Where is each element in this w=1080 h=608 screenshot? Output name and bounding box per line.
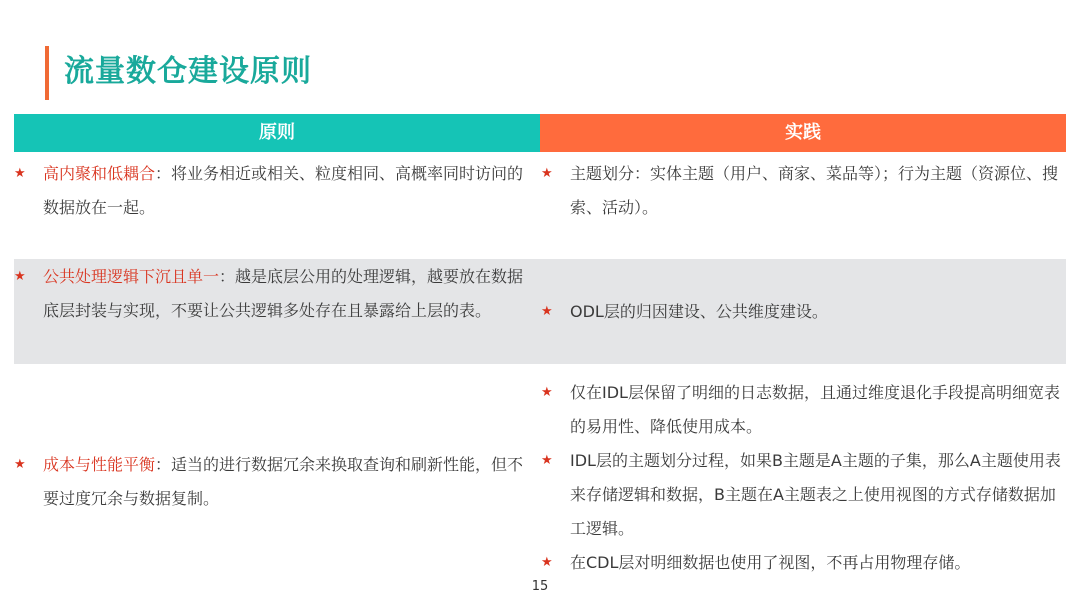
principle-item bbox=[14, 448, 533, 516]
principle-column-header: 原则 bbox=[14, 114, 540, 152]
practice-cell-2 bbox=[541, 295, 1063, 329]
practice-item bbox=[541, 376, 1063, 444]
star-bullet-icon: ★ bbox=[541, 304, 553, 319]
principle-term: 公共处理逻辑下沉且单一 bbox=[43, 267, 220, 286]
practice-cell-1 bbox=[541, 157, 1063, 225]
principle-item bbox=[14, 157, 533, 225]
practice-text: 仅在IDL层保留了明细的日志数据，且通过维度退化手段提高明细宽表的易用性、降低使用成本。 bbox=[570, 383, 1060, 436]
star-bullet-icon: ★ bbox=[14, 166, 26, 181]
star-bullet-icon: ★ bbox=[541, 166, 553, 181]
principle-cell-3 bbox=[14, 448, 533, 516]
practice-item bbox=[541, 295, 1063, 329]
principle-text: ：越是底层公用的处理逻辑，越要放在数据底层封装与实现，不要让公共逻辑多处存在且暴露给上层的表。 bbox=[43, 267, 524, 320]
practice-item bbox=[541, 546, 1063, 580]
practice-text: IDL层的主题划分过程，如果B主题是A主题的子集，那么A主题使用表来存储逻辑和数据，B主题在A主题表之上使用视图的方式存储数据加工逻辑。 bbox=[570, 451, 1061, 538]
principle-text: ：适当的进行数据冗余来换取查询和刷新性能，但不要过度冗余与数据复制。 bbox=[43, 455, 524, 508]
principle-term: 成本与性能平衡 bbox=[43, 455, 156, 474]
practice-text: 主题划分：实体主题（用户、商家、菜品等）；行为主题（资源位、搜索、活动）。 bbox=[570, 164, 1059, 217]
practice-item bbox=[541, 444, 1063, 546]
principle-text: ：将业务相近或相关、粒度相同、高概率同时访问的数据放在一起。 bbox=[43, 164, 524, 217]
principle-item bbox=[14, 260, 533, 328]
star-bullet-icon: ★ bbox=[14, 269, 26, 284]
star-bullet-icon: ★ bbox=[541, 385, 553, 400]
practice-text: ODL层的归因建设、公共维度建设。 bbox=[570, 302, 828, 321]
principle-cell-1 bbox=[14, 157, 533, 225]
practice-column-header: 实践 bbox=[540, 114, 1066, 152]
principle-cell-2 bbox=[14, 260, 533, 328]
star-bullet-icon: ★ bbox=[541, 555, 553, 570]
practice-cell-3 bbox=[541, 376, 1063, 580]
star-bullet-icon: ★ bbox=[14, 457, 26, 472]
page-title: 流量数仓建设原则 bbox=[64, 54, 312, 89]
star-bullet-icon: ★ bbox=[541, 453, 553, 468]
title-accent-bar bbox=[45, 46, 49, 100]
principle-term: 高内聚和低耦合 bbox=[43, 164, 156, 183]
practice-item bbox=[541, 157, 1063, 225]
page-number: 15 bbox=[531, 579, 549, 594]
practice-text: 在CDL层对明细数据也使用了视图，不再占用物理存储。 bbox=[570, 553, 971, 572]
